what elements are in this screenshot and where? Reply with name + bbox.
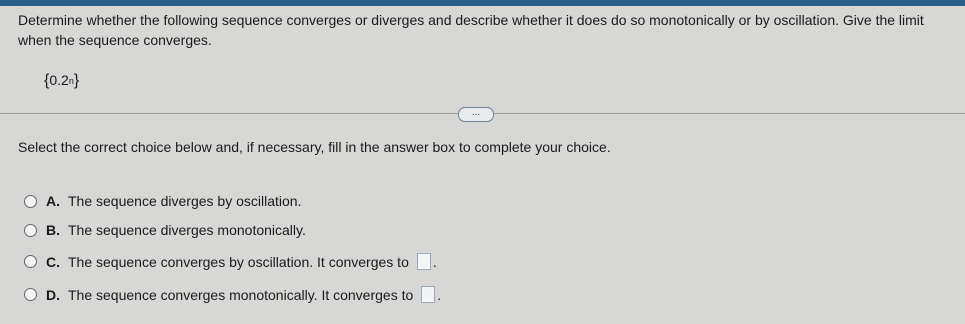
choice-d[interactable] (24, 286, 441, 303)
sequence-exponent: n (68, 76, 74, 86)
expand-more-button[interactable]: ... (458, 107, 494, 122)
question-text: Determine whether the following sequence converges or diverges and describe whether it does do so monotonically or by oscillation. Give the limit when the sequence converges. (18, 12, 924, 48)
choice-c-letter: C. (46, 253, 60, 270)
answer-box-d[interactable] (421, 286, 435, 303)
choice-b-letter: B. (46, 222, 60, 238)
choice-b[interactable] (24, 222, 306, 238)
radio-c[interactable] (24, 255, 37, 268)
close-brace: } (73, 72, 80, 89)
choice-a-text: The sequence diverges by oscillation. (68, 193, 302, 209)
choice-c-text: The sequence converges by oscillation. It converges to (68, 253, 409, 270)
choice-d-period: . (437, 286, 442, 303)
choice-c-period: . (432, 253, 437, 270)
choice-a[interactable] (24, 193, 301, 209)
choice-a-letter: A. (46, 193, 60, 209)
choice-d-letter: D. (46, 286, 60, 303)
radio-b[interactable] (24, 224, 37, 237)
radio-d[interactable] (24, 288, 37, 301)
sequence-base: 0.2 (49, 72, 69, 88)
choice-d-text: The sequence converges monotonically. It converges to (68, 286, 414, 303)
top-bar (0, 0, 965, 6)
sequence-expression (44, 72, 79, 90)
instruction-text: Select the correct choice below and, if necessary, fill in the answer box to complete your choice. (18, 139, 611, 155)
answer-box-c[interactable] (417, 253, 431, 270)
choice-b-text: The sequence diverges monotonically. (68, 222, 306, 238)
radio-a[interactable] (24, 195, 37, 208)
choice-c[interactable] (24, 253, 437, 270)
open-brace: { (44, 72, 50, 89)
